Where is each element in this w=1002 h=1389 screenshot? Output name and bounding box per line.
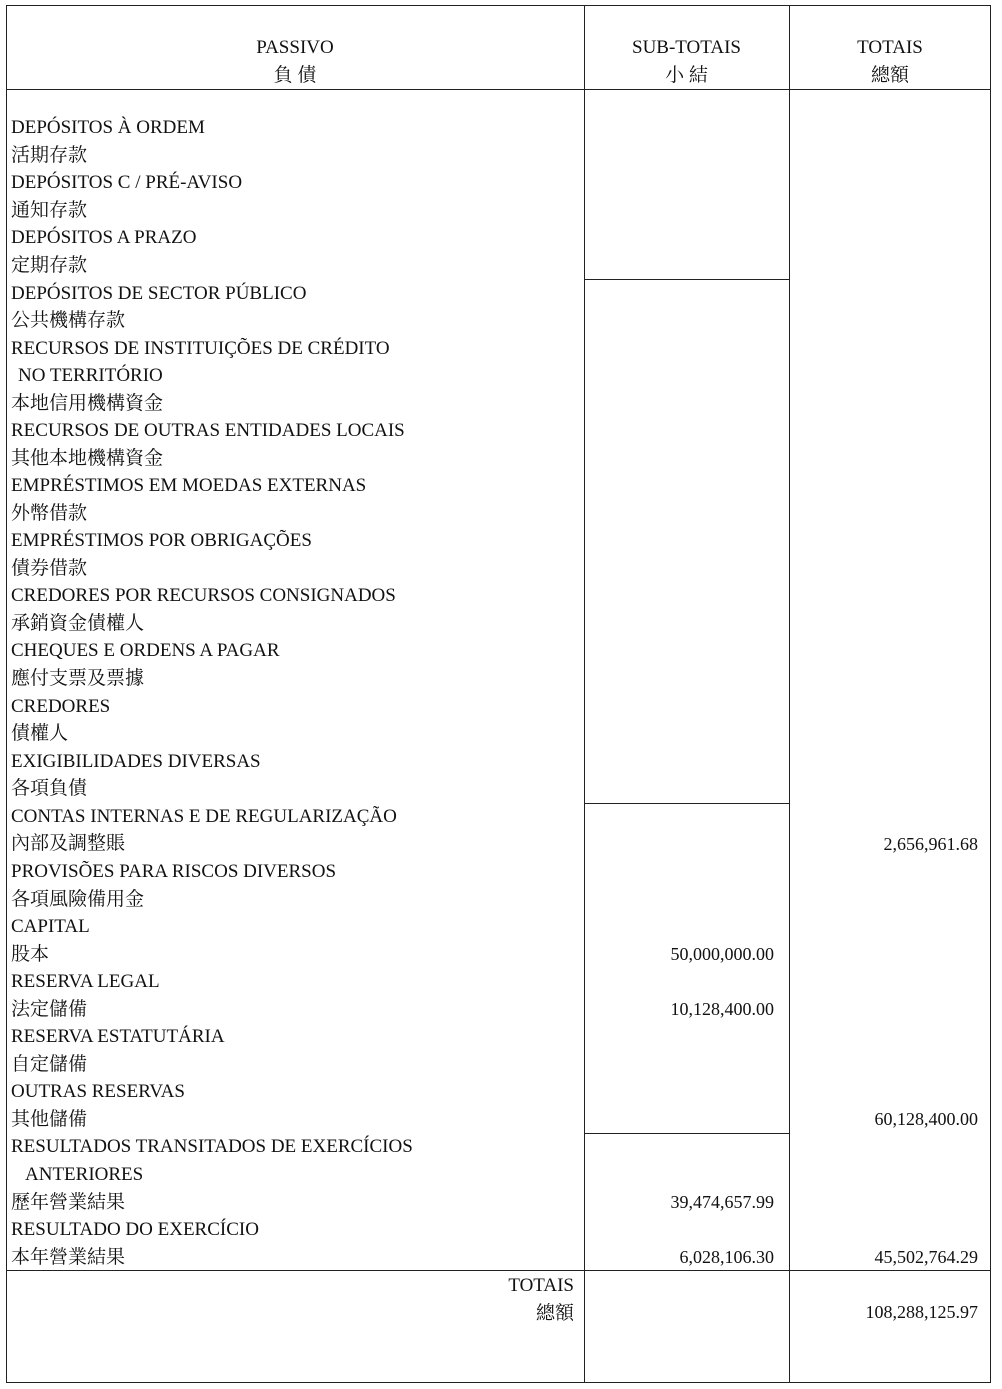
header-passivo-pt: PASSIVO [256,37,334,58]
row-label: DEPÓSITOS A PRAZO [11,227,197,248]
row-label: RECURSOS DE INSTITUIÇÕES DE CRÉDITO [11,338,390,359]
row-label: 應付支票及票據 [11,668,145,689]
column-divider-totais [789,5,790,1383]
header-subtotais [584,34,789,90]
row-label: 活期存款 [11,145,88,166]
header-subtotais-pt: SUB-TOTAIS [632,37,741,58]
header-passivo-zh: 負 債 [273,65,317,86]
header-totais-zh: 總額 [870,65,909,86]
subtotal-resultados-transitados: 39,474,657.99 [670,1192,774,1212]
grand-total: 108,288,125.97 [865,1302,978,1322]
row-label: 債權人 [11,723,69,744]
row-label: PROVISÕES PARA RISCOS DIVERSOS [11,861,337,882]
row-label: DEPÓSITOS DE SECTOR PÚBLICO [11,283,307,304]
row-label: 法定儲備 [11,999,88,1020]
subtotal-resultado-exercicio: 6,028,106.30 [679,1247,774,1267]
row-label: RECURSOS DE OUTRAS ENTIDADES LOCAIS [11,420,405,441]
footer-totais-pt: TOTAIS [508,1275,574,1296]
footer-totais-zh: 總額 [535,1303,574,1324]
total-resultados: 45,502,764.29 [874,1247,978,1267]
row-label: 通知存款 [11,200,88,221]
row-label: 公共機構存款 [11,310,126,331]
row-label: 歷年營業結果 [11,1192,126,1213]
row-label: 內部及調整賬 [11,833,126,854]
row-label: OUTRAS RESERVAS [11,1081,185,1102]
row-label: RESERVA LEGAL [11,971,160,992]
row-label: 定期存款 [11,255,88,276]
row-label: 各項負債 [11,778,88,799]
row-label: 本地信用機構資金 [11,393,164,414]
header-passivo [6,34,584,90]
row-label: DEPÓSITOS À ORDEM [11,117,205,138]
subtotal-capital: 50,000,000.00 [670,944,774,964]
row-label: 各項風險備用金 [11,889,145,910]
subtotal-rule-2 [584,803,789,804]
row-label: DEPÓSITOS C / PRÉ-AVISO [11,172,243,193]
row-label: 承銷資金債權人 [11,613,145,634]
row-label: NO TERRITÓRIO [18,365,163,386]
row-label: EMPRÉSTIMOS EM MOEDAS EXTERNAS [11,475,367,496]
header-totais [789,34,991,90]
row-label: CAPITAL [11,916,90,937]
table-frame [6,5,991,1383]
row-label: CHEQUES E ORDENS A PAGAR [11,640,280,661]
row-label: ANTERIORES [25,1164,144,1185]
row-label: EXIGIBILIDADES DIVERSAS [11,751,261,772]
subtotal-rule-1 [584,279,789,280]
row-label: 本年營業結果 [11,1247,126,1268]
footer-rule [6,1270,991,1271]
row-label: 其他儲備 [11,1109,88,1130]
column-divider-subtotais [584,5,585,1383]
subtotal-reserva-legal: 10,128,400.00 [670,999,774,1019]
header-subtotais-zh: 小 結 [665,65,708,86]
row-label: 自定儲備 [11,1054,88,1075]
row-label: CONTAS INTERNAS E DE REGULARIZAÇÃO [11,806,397,827]
row-label: CREDORES [11,696,111,717]
footer-totais-label [508,1272,574,1328]
row-label: RESULTADO DO EXERCÍCIO [11,1219,259,1240]
subtotal-rule-3 [584,1133,789,1134]
row-label: EMPRÉSTIMOS POR OBRIGAÇÕES [11,530,312,551]
row-label: 其他本地機構資金 [11,448,164,469]
row-label: RESERVA ESTATUTÁRIA [11,1026,225,1047]
row-label: CREDORES POR RECURSOS CONSIGNADOS [11,585,396,606]
header-totais-pt: TOTAIS [857,37,923,58]
row-label: 外幣借款 [11,503,88,524]
row-label: 股本 [11,944,50,965]
row-label: 債券借款 [11,558,88,579]
total-reservas: 60,128,400.00 [874,1109,978,1129]
row-label: RESULTADOS TRANSITADOS DE EXERCÍCIOS [11,1136,413,1157]
total-contas-internas: 2,656,961.68 [883,834,978,854]
